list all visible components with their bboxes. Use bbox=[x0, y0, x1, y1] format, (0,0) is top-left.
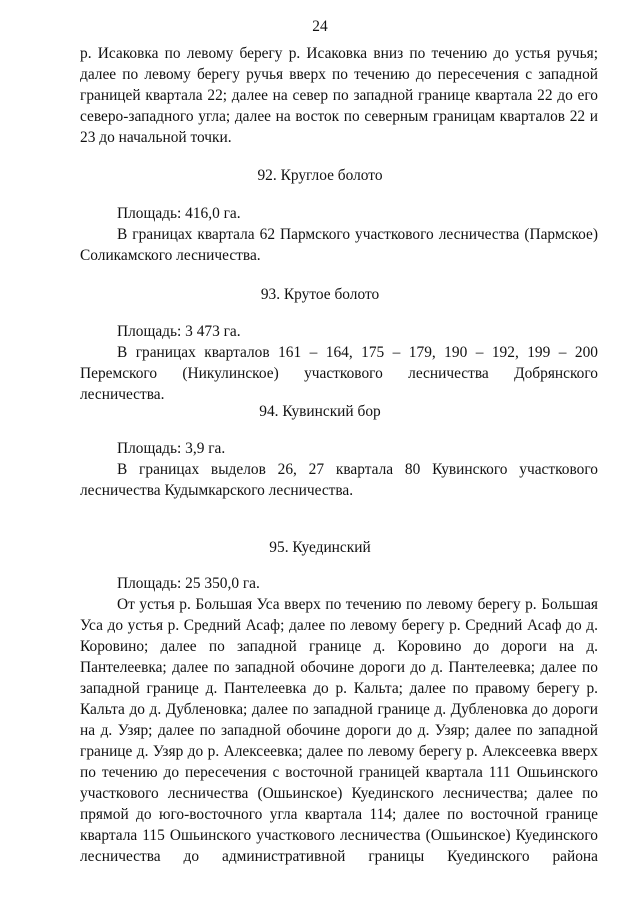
intro-paragraph-block bbox=[80, 43, 598, 148]
page-number: 24 bbox=[312, 18, 328, 35]
section-description-93: В границах кварталов 161 – 164, 175 – 179, 190 – 192, 199 – 200 Перемского (Никулинское) участкового лесничества Добрянского лесничества. bbox=[80, 344, 598, 403]
section-title-95: 95. Куединский bbox=[269, 539, 371, 556]
section-body-93 bbox=[80, 321, 598, 405]
section-area-94: Площадь: 3,9 га. bbox=[117, 440, 226, 457]
section-title-94: 94. Кувинский бор bbox=[259, 403, 381, 420]
section-description-92: В границах квартала 62 Пармского участкового лесничества (Пармское) Соликамского лесничества. bbox=[80, 226, 598, 264]
section-body-94 bbox=[80, 438, 598, 501]
section-title-93: 93. Крутое болото bbox=[260, 286, 380, 303]
section-title-92: 92. Круглое болото bbox=[257, 167, 383, 184]
section-description-95: От устья р. Большая Уса вверх по течению по левому берегу р. Большая Уса до устья р. Средний Асаф; далее по левому берегу р. Средний Асаф до д. Коровино; далее по западной границе д. Коровино до дороги на д. Пантелеевка; далее по западной обочине дороги до д. Пантелеевка; далее по западной границе д. Пантелеевка до р. Кальта; далее по правому берегу р. Кальта до д. Дубленовка; далее по западной границе д. Дубленовка до дороги на д. Узяр; далее по западной обочине дороги до д. Узяр; далее по западной границе д. Узяр до р. Алексеевка; далее по левому берегу р. Алексеевка вверх по течению до пересечения с восточной границей квартала 111 Ошьинского участкового лесничества (Ошьинское) Куединского лесничества; далее по прямой до юго-восточного угла квартала 114; далее по восточной границе квартала 115 Ошьинского участкового лесничества (Ошьинское) Куединского лесничества до административной границы Куединского района bbox=[80, 596, 598, 865]
section-body-95 bbox=[80, 573, 598, 867]
section-body-92 bbox=[80, 203, 598, 266]
section-area-95: Площадь: 25 350,0 га. bbox=[117, 575, 260, 592]
intro-paragraph: р. Исаковка по левому берегу р. Исаковка вниз по течению до устья ручья; далее по левому берегу ручья вверх по течению до пересечения с западной границей квартала 22; далее на север по западной границе квартала 22 до его северо-западного угла; далее на восток по северным границам кварталов 22 и 23 до начальной точки. bbox=[80, 45, 598, 146]
section-area-93: Площадь: 3 473 га. bbox=[117, 323, 241, 340]
section-area-92: Площадь: 416,0 га. bbox=[117, 205, 241, 222]
section-description-94: В границах выделов 26, 27 квартала 80 Кувинского участкового лесничества Кудымкарского лесничества. bbox=[80, 461, 598, 499]
